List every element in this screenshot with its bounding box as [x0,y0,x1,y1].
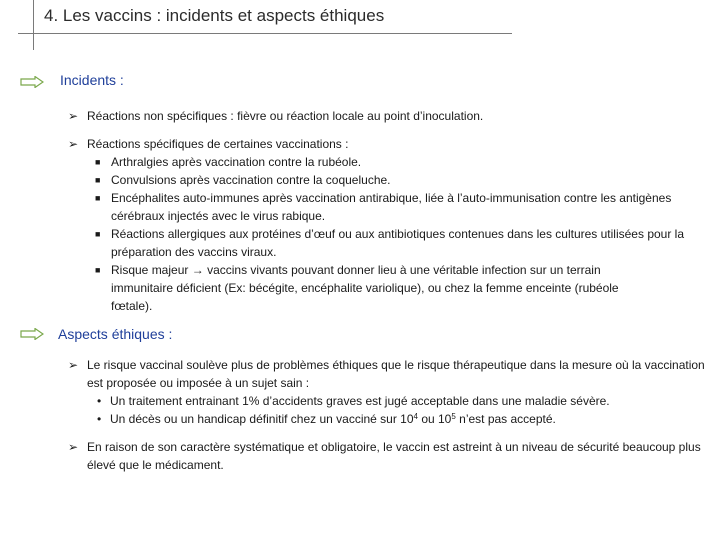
page-title: 4. Les vaccins : incidents et aspects éthiques [44,6,385,25]
arrow-right-icon: → [191,263,204,277]
exponent: 5 [451,412,456,421]
square-bullet-icon: ■ [95,265,101,275]
sub-item-text-mid: ou 10 [417,412,452,426]
ethics-heading: Aspects éthiques : [58,326,173,342]
sub-item-text: Un traitement entrainant 1% d’accidents graves est jugé acceptable dans une maladie sévère. [110,394,610,408]
item-text: Réactions non spécifiques : fièvre ou réaction locale au point d’inoculation. [87,109,484,123]
sub-item [68,225,699,261]
dot-bullet-icon: • [97,412,102,426]
arrow-right-icon [20,76,44,88]
arrowhead-bullet-icon: ➢ [68,109,79,123]
list-item [68,438,708,474]
incidents-heading: Incidents : [60,72,124,88]
risk-text: vaccins vivants pouvant donner lieu à une véritable infection sur un terrain immunitaire déficient (Ex: bécégite, encéphalite variolique), ou chez la femme enceinte (rubéole fœtale). [111,263,619,313]
sub-item-text: Convulsions après vaccination contre la coqueluche. [111,173,391,187]
sub-item-text: Encéphalites auto-immunes après vaccination antirabique, liée à l’auto-immunisation contre les antigènes cérébraux injectés avec le virus rabique. [111,191,672,223]
sub-item [68,189,699,225]
dot-bullet-icon: • [97,394,102,408]
risk-prefix: Risque majeur [111,263,189,277]
exponent: 4 [413,412,418,421]
sub-item-text-end: n’est pas accepté. [455,412,556,426]
list-item [68,356,708,392]
incidents-list [68,107,698,315]
title-horizontal-rule [18,33,512,34]
sub-item-text: Arthralgies après vaccination contre la rubéole. [111,155,362,169]
item-text: Le risque vaccinal soulève plus de problèmes éthiques que le risque thérapeutique dans la mesure où la vaccination est proposée ou imposée à un sujet sain : [87,358,705,390]
title-vertical-rule [33,0,34,50]
list-item [68,135,698,153]
square-bullet-icon: ■ [95,157,101,167]
sub-item-text: Réactions allergiques aux protéines d’œuf ou aux antibiotiques contenues dans les cultures utilisées pour la préparation des vaccins viraux. [111,227,685,259]
sub-item [68,261,651,315]
item-text: Réactions spécifiques de certaines vaccinations : [87,137,349,151]
sub-item [68,410,708,428]
square-bullet-icon: ■ [95,175,101,185]
arrowhead-bullet-icon: ➢ [68,137,79,151]
arrowhead-bullet-icon: ➢ [68,440,79,454]
arrowhead-bullet-icon: ➢ [68,358,79,372]
sub-item [68,153,699,171]
item-text: En raison de son caractère systématique et obligatoire, le vaccin est astreint à un niveau de sécurité beaucoup plus élevé que le médicament. [87,440,701,472]
sub-item [68,392,708,410]
square-bullet-icon: ■ [95,229,101,239]
list-item [68,107,698,125]
ethics-list [68,356,708,474]
sub-item-text-a: Un décès ou un handicap définitif chez un vacciné sur 10 [110,412,414,426]
arrow-right-icon [20,328,44,340]
square-bullet-icon: ■ [95,193,101,203]
sub-item [68,171,699,189]
